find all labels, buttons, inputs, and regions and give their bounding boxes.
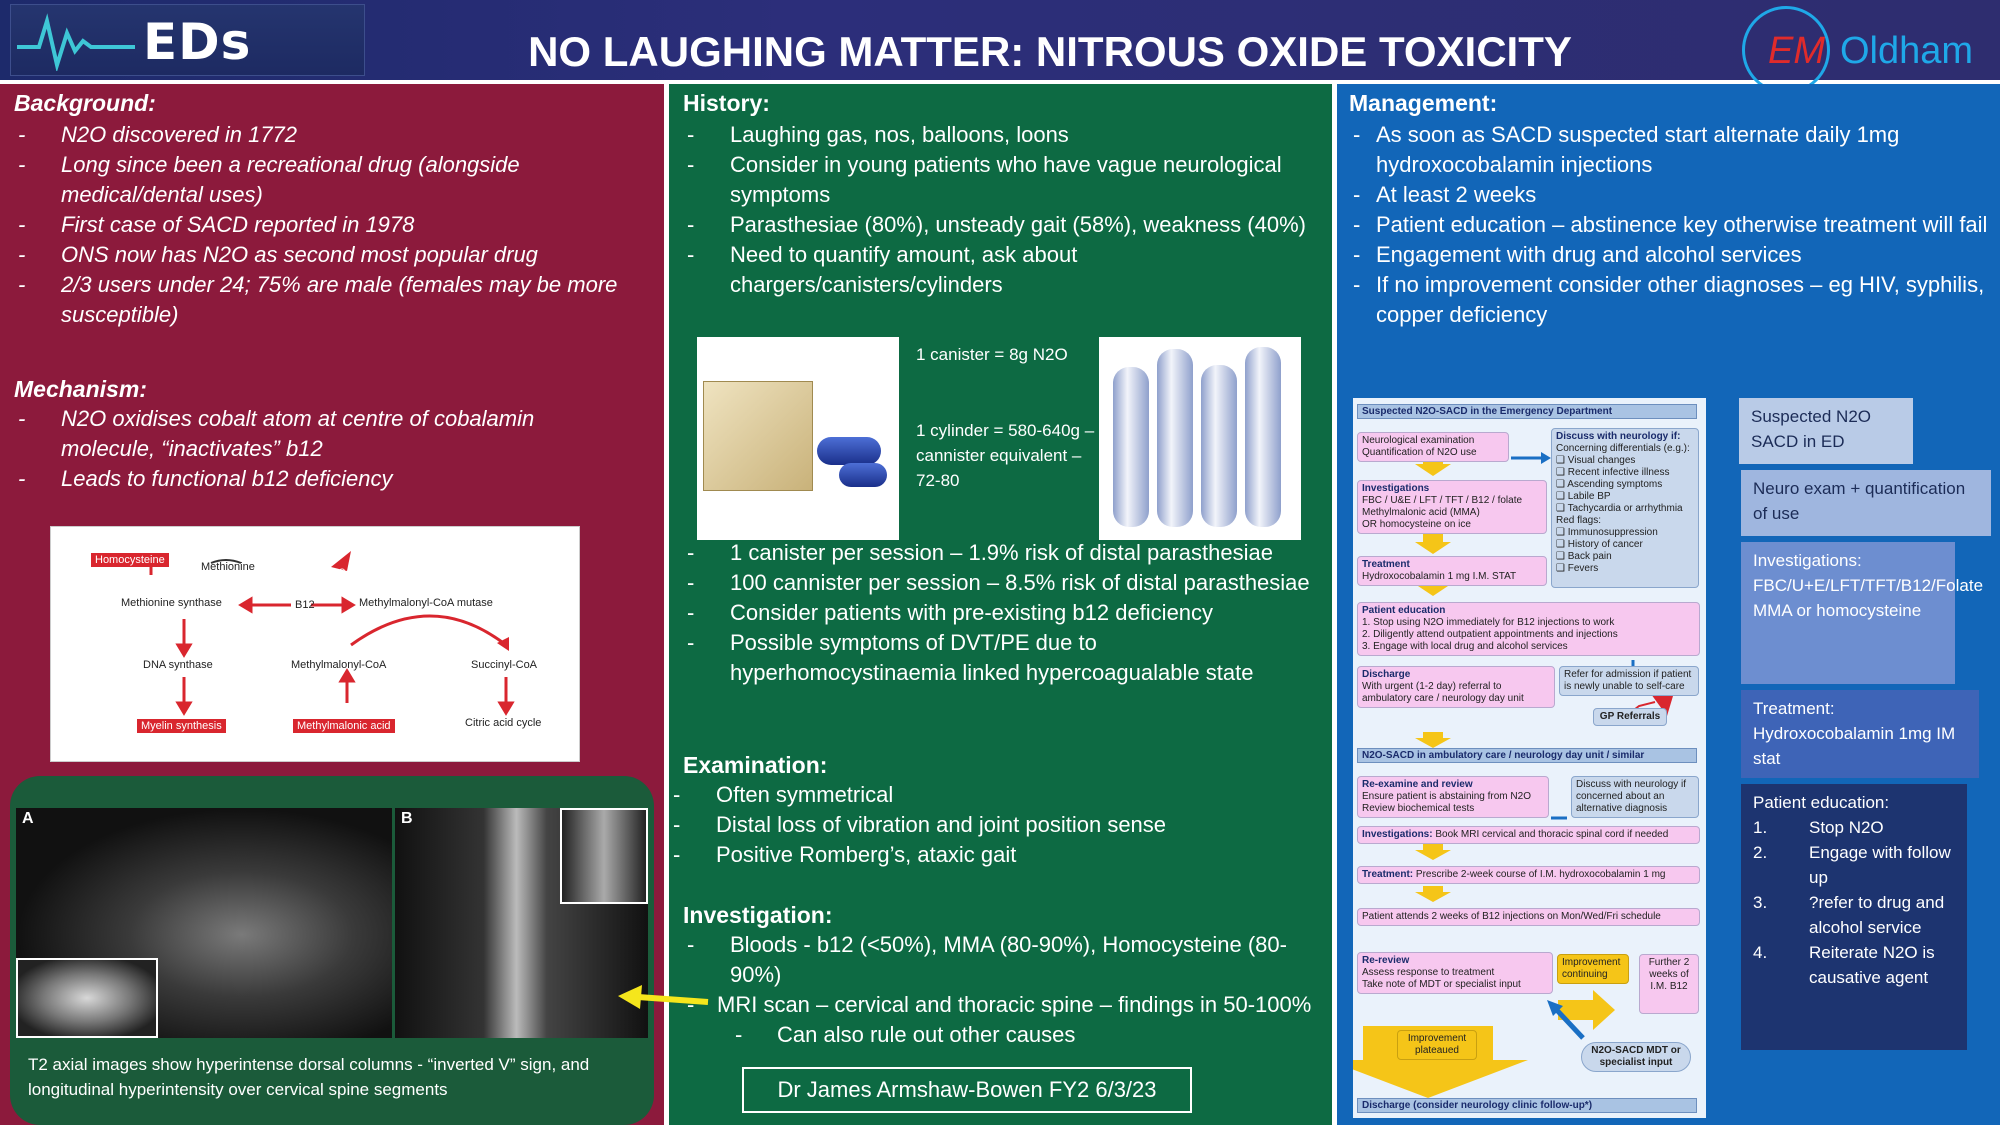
flow-treatment-body: Hydroxocobalamin 1 mg I.M. STAT	[1362, 571, 1517, 582]
management-item: - At least 2 weeks	[1349, 180, 1989, 210]
page-title: NO LAUGHING MATTER: NITROUS OXIDE TOXICITY	[528, 28, 1572, 75]
eds-up-logo	[10, 4, 365, 76]
flow-discharge-body: With urgent (1-2 day) referral to ambulatory care / neurology day unit	[1362, 681, 1524, 704]
mri-sagittal-inset	[560, 808, 648, 904]
flow-further: Further 2 weeks of I.M. B12	[1639, 954, 1699, 1014]
education-item-number: 4.	[1753, 943, 1768, 962]
risk-item: - 1 canister per session – 1.9% risk of distal parasthesiae	[683, 538, 1323, 568]
flow-rereview-body: Assess response to treatment Take note of MDT or specialist input	[1362, 967, 1521, 990]
flow-discuss-body: Concerning differentials (e.g.): ❑ Visual changes ❑ Recent infective illness ❑ Ascending symptoms ❑ Labile BP ❑ Tachycardia or arrhythmia Red flags: ❑ Immunosuppression ❑ History of cancer ❑ Back pain ❑ Fevers	[1556, 443, 1690, 574]
background-title: Background:	[14, 90, 156, 116]
mechanism-title: Mechanism:	[14, 376, 147, 402]
flow-inv2-title: Investigations:	[1362, 829, 1433, 840]
flow-discharge-title: Discharge	[1362, 669, 1411, 680]
cylinder-icon	[1245, 347, 1281, 527]
flow-education-title: Patient education	[1362, 605, 1446, 616]
investigation-subitem: - Can also rule out other causes	[731, 1020, 1311, 1050]
flow-mdt: N2O-SACD MDT or specialist input	[1581, 1042, 1691, 1072]
charger-box-icon	[703, 381, 813, 491]
risk-list	[683, 538, 1323, 688]
citric-acid-label: Citric acid cycle	[465, 717, 542, 729]
mechanism-list	[14, 404, 634, 494]
canister-icon	[817, 437, 881, 465]
education-item-text: ?refer to drug and alcohol service	[1809, 893, 1945, 937]
mri-axial-image	[16, 808, 392, 1038]
management-item: - Patient education – abstinence key otherwise treatment will fail	[1349, 210, 1989, 240]
flow-discharge-final: Discharge (consider neurology clinic follow-up*)	[1357, 1098, 1697, 1113]
background-list	[14, 120, 654, 330]
examination-list	[669, 780, 1319, 870]
background-item: - First case of SACD reported in 1978	[14, 210, 654, 240]
step-investigations: Investigations: FBC/U+E/LFT/TFT/B12/Folate MMA or homocysteine	[1741, 542, 1955, 684]
arrow-left-icon	[614, 985, 710, 1015]
investigation-sublist	[731, 1020, 1311, 1050]
step-treatment: Treatment: Hydroxocobalamin 1mg IM stat	[1741, 690, 1979, 778]
flow-treatment-title: Treatment	[1362, 559, 1410, 570]
history-item: - Laughing gas, nos, balloons, loons	[683, 120, 1323, 150]
flow-investigations	[1357, 480, 1547, 534]
cream-charger-cylinders-image	[1099, 337, 1301, 540]
background-item: - 2/3 users under 24; 75% are male (females may be more susceptible)	[14, 270, 654, 330]
examination-item: - Often symmetrical	[669, 780, 1319, 810]
investigation-list	[683, 930, 1323, 1020]
dna-synthase-label: DNA synthase	[143, 659, 213, 671]
management-title: Management:	[1349, 90, 1498, 116]
education-item-text: Engage with follow up	[1809, 843, 1951, 887]
homocysteine-label: Homocysteine	[91, 553, 169, 567]
canister-note: 1 canister = 8g N2O	[916, 345, 1068, 364]
management-item: - If no improvement consider other diagnoses – eg HIV, syphilis, copper deficiency	[1349, 270, 1989, 330]
flow-treat2-title: Treatment:	[1362, 869, 1414, 880]
management-column	[1337, 84, 2000, 1125]
step-suspected: Suspected N2O SACD in ED	[1739, 398, 1913, 464]
flow-treat2	[1357, 866, 1700, 884]
mechanism-item: - Leads to functional b12 deficiency	[14, 464, 634, 494]
methionine-label: Methionine	[201, 561, 255, 573]
b12-pathway-diagram	[50, 526, 580, 762]
history-list	[683, 120, 1323, 300]
mri-b-label: B	[401, 810, 413, 827]
cylinder-icon	[1157, 349, 1193, 527]
logo-right-em: EM	[1768, 30, 1825, 72]
examination-item: - Positive Romberg’s, ataxic gait	[669, 840, 1319, 870]
flow-improvement-continuing: Improvement continuing	[1557, 954, 1629, 984]
flow-education-body: 1. Stop using N2O immediately for B12 injections to work 2. Diligently attend outpatient appointments and injections 3. Engage with local drug and alcohol services	[1362, 617, 1618, 652]
flow-education	[1357, 602, 1700, 656]
cream-charger-box-image	[697, 337, 899, 540]
education-item-number: 3.	[1753, 893, 1768, 912]
succinyl-coa-label: Succinyl-CoA	[471, 659, 538, 671]
flow-discuss	[1551, 428, 1699, 588]
flow-investigations-body: FBC / U&E / LFT / TFT / B12 / folate Methylmalonic acid (MMA) OR homocysteine on ice	[1362, 495, 1523, 530]
history-column	[669, 84, 1332, 1125]
history-item: - Parasthesiae (80%), unsteady gait (58%), weakness (40%)	[683, 210, 1323, 240]
flow-gp-referrals: GP Referrals	[1593, 708, 1667, 726]
flow-reexamine	[1357, 776, 1549, 818]
education-item-text: Reiterate N2O is causative agent	[1809, 943, 1935, 987]
background-column	[0, 84, 664, 1125]
flow-attends: Patient attends 2 weeks of B12 injections on Mon/Wed/Fri schedule	[1357, 908, 1700, 926]
flow-header: Suspected N2O-SACD in the Emergency Department	[1357, 404, 1697, 419]
mri-caption: T2 axial images show hyperintense dorsal columns - “inverted V” sign, and longitudinal hyperintensity over cervical spine segments	[28, 1055, 590, 1099]
education-item	[1753, 940, 1955, 990]
flow-band2: N2O-SACD in ambulatory care / neurology day unit / similar	[1357, 748, 1697, 763]
history-item: - Consider in young patients who have vague neurological symptoms	[683, 150, 1323, 210]
risk-item: - 100 cannister per session – 8.5% risk of distal parasthesiae	[683, 568, 1323, 598]
education-item-number: 1.	[1753, 818, 1768, 837]
header-banner	[0, 0, 2000, 80]
flow-plateaued: Improvement plateaued	[1397, 1030, 1477, 1060]
risk-item: - Consider patients with pre-existing b12 deficiency	[683, 598, 1323, 628]
step-neuro-exam: Neuro exam + quantification of use	[1741, 470, 1991, 536]
flow-inv2	[1357, 826, 1700, 844]
mma-label: Methylmalonic acid	[293, 719, 395, 733]
myelin-label: Myelin synthesis	[137, 719, 226, 733]
flow-neuro: Neurological examination Quantification of N2O use	[1357, 432, 1509, 462]
background-item: - ONS now has N2O as second most popular drug	[14, 240, 654, 270]
flow-treat2-body: Prescribe 2-week course of I.M. hydroxocobalamin 1 mg	[1415, 869, 1666, 880]
mri-axial-inset	[16, 958, 158, 1038]
flow-rereview	[1357, 952, 1553, 994]
flow-treatment	[1357, 556, 1547, 586]
flow-inv2-body: Book MRI cervical and thoracic spinal cord if needed	[1435, 829, 1669, 840]
investigation-title: Investigation:	[683, 902, 833, 928]
logo-right-text: Oldham	[1840, 30, 1974, 72]
management-item: - Engagement with drug and alcohol services	[1349, 240, 1989, 270]
cylinder-icon	[1201, 365, 1237, 527]
education-item-number: 2.	[1753, 843, 1768, 862]
flow-refer: Refer for admission if patient is newly unable to self-care	[1559, 666, 1699, 696]
flow-reexamine-body: Ensure patient is abstaining from N2O Review biochemical tests	[1362, 791, 1531, 814]
canister-icon	[839, 463, 887, 487]
flow-discuss2: Discuss with neurology if concerned about an alternative diagnosis	[1571, 776, 1699, 818]
investigation-item: - Bloods - b12 (<50%), MMA (80-90%), Homocysteine (80-90%)	[683, 930, 1323, 990]
flow-investigations-title: Investigations	[1362, 483, 1430, 494]
flow-reexamine-title: Re-examine and review	[1362, 779, 1473, 790]
flow-rereview-title: Re-review	[1362, 955, 1410, 966]
history-item: - Need to quantify amount, ask about chargers/canisters/cylinders	[683, 240, 1323, 300]
methionine-synthase-label: Methionine synthase	[121, 597, 222, 609]
education-item	[1753, 815, 1955, 840]
step-education	[1741, 784, 1967, 1050]
examination-title: Examination:	[683, 752, 828, 778]
cylinder-icon	[1113, 367, 1149, 527]
methylmalonyl-coa-label: Methylmalonyl-CoA	[291, 659, 387, 671]
b12-label: B12	[295, 599, 315, 611]
management-list	[1349, 120, 1989, 330]
logo-left-text: EDs	[143, 13, 252, 71]
education-item-text: Stop N2O	[1809, 818, 1884, 837]
heartbeat-icon	[17, 11, 137, 71]
examination-item: - Distal loss of vibration and joint position sense	[669, 810, 1319, 840]
mechanism-item: - N2O oxidises cobalt atom at centre of cobalamin molecule, “inactivates” b12	[14, 404, 634, 464]
mri-sagittal-image	[395, 808, 648, 1038]
management-item: - As soon as SACD suspected start alternate daily 1mg hydroxocobalamin injections	[1349, 120, 1989, 180]
em-oldham-logo	[1740, 0, 2000, 80]
flow-discharge	[1357, 666, 1555, 708]
education-item	[1753, 890, 1955, 940]
mri-a-label: A	[22, 810, 34, 827]
flow-discuss-title: Discuss with neurology if:	[1556, 431, 1681, 442]
n2o-label: N2O	[327, 567, 346, 577]
history-title: History:	[683, 90, 770, 116]
step-education-title: Patient education:	[1753, 793, 1890, 812]
risk-item: - Possible symptoms of DVT/PE due to hyperhomocystinaemia linked hypercoagualable state	[683, 628, 1323, 688]
background-item: - N2O discovered in 1772	[14, 120, 654, 150]
mm-mutase-label: Methylmalonyl-CoA mutase	[359, 597, 493, 609]
education-item	[1753, 840, 1955, 890]
author-box: Dr James Armshaw-Bowen FY2 6/3/23	[742, 1067, 1192, 1113]
background-item: - Long since been a recreational drug (alongside medical/dental uses)	[14, 150, 654, 210]
cylinder-note: 1 cylinder = 580-640g – cannister equivalent – 72-80	[916, 421, 1095, 490]
sacd-flowchart	[1353, 398, 1706, 1118]
investigation-item: - MRI scan – cervical and thoracic spine – findings in 50-100%	[683, 990, 1323, 1020]
